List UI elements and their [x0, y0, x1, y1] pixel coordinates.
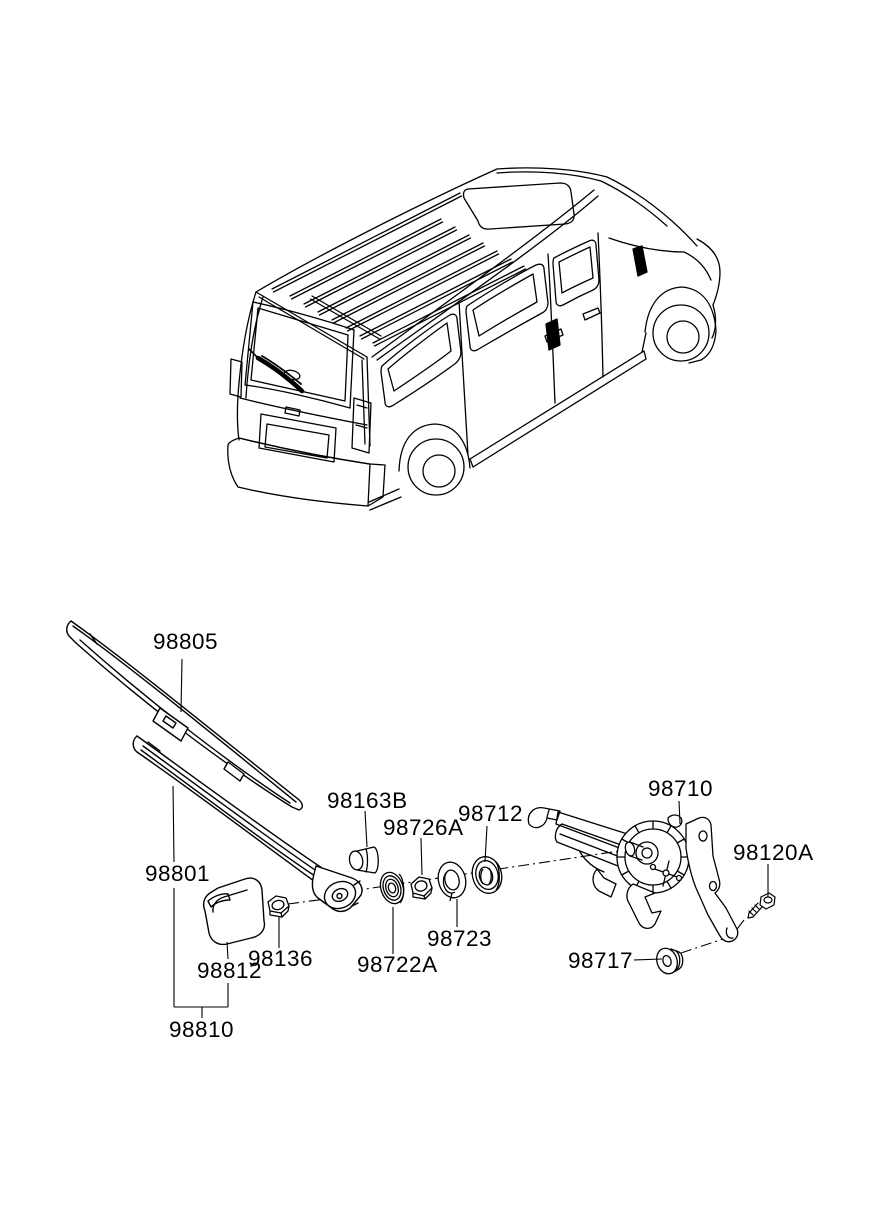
- rear-wheel: [399, 424, 470, 495]
- leader-line: [365, 811, 367, 847]
- license-plate-recess: [259, 407, 336, 462]
- motor-grommet-figure: [653, 946, 682, 977]
- callout-pivot-seal: 98722A: [357, 952, 438, 977]
- arm-nut-figure: [268, 896, 289, 917]
- rocker-sill: [369, 351, 646, 510]
- part-callouts: [145, 629, 814, 1042]
- callout-wiper-arm: 98801: [145, 861, 211, 886]
- callout-pivot-grommet: 98712: [458, 801, 524, 826]
- rear-wiper-on-glass: [249, 349, 302, 391]
- front-wheel: [653, 305, 709, 361]
- pivot-grommet-figure: [468, 854, 505, 897]
- callout-arm-cap: 98812: [197, 958, 263, 983]
- callout-mounting-bolt: 98120A: [733, 840, 814, 865]
- callout-motor-grommet: 98717: [568, 948, 634, 973]
- callout-arm-blade-assembly: 98810: [169, 1017, 235, 1042]
- vehicle-illustration: [228, 168, 720, 510]
- front-door-window: [553, 240, 599, 306]
- leader-line: [181, 659, 182, 712]
- mounting-bolt-figure: [748, 893, 775, 918]
- callout-wiper-blade: 98805: [153, 629, 219, 654]
- leader-line: [227, 942, 228, 959]
- leader-line: [421, 838, 422, 875]
- callout-arm-nut: 98136: [248, 946, 314, 971]
- arm-cap-figure: [204, 878, 265, 944]
- leader-line: [173, 786, 174, 862]
- sliding-door-window: [466, 264, 548, 351]
- a-pillar-trim: [633, 246, 647, 276]
- tail-lamp-left: [230, 359, 242, 397]
- rear-bumper: [228, 438, 385, 506]
- callout-wiper-motor: 98710: [648, 776, 714, 801]
- pivot-pad-figure: [348, 847, 379, 873]
- pivot-seal-figure: [377, 869, 408, 906]
- callout-pivot-nut: 98726A: [383, 815, 464, 840]
- sunroof: [464, 183, 575, 229]
- pivot-nut-figure: [411, 877, 432, 899]
- callout-pivot-washer: 98723: [427, 926, 493, 951]
- callout-pivot-pad: 98163B: [327, 788, 408, 813]
- pivot-washer-figure: [435, 859, 470, 901]
- wiper-motor-figure: [528, 808, 737, 942]
